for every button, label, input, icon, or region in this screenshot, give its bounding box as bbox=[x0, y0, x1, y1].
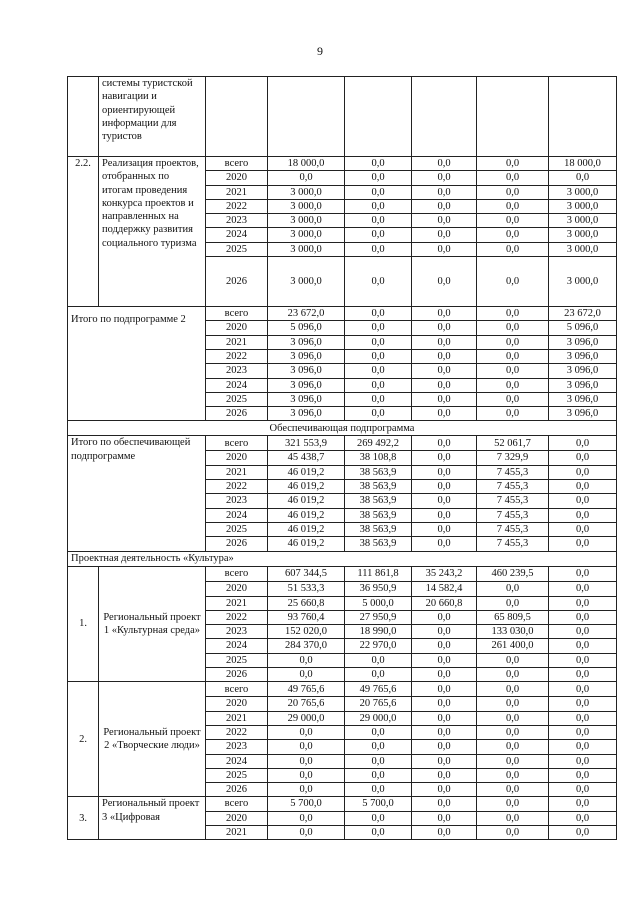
cell-total: 46 019,2 bbox=[268, 508, 345, 522]
cell-total: 18 000,0 bbox=[268, 157, 345, 171]
cell-extra: 0,0 bbox=[549, 480, 617, 494]
cell-extra: 0,0 bbox=[549, 697, 617, 711]
cell-regional: 0,0 bbox=[412, 171, 477, 185]
cell-total: 0,0 bbox=[268, 754, 345, 768]
cell-regional: 0,0 bbox=[412, 364, 477, 378]
cell-total: 5 096,0 bbox=[268, 321, 345, 335]
cell-local: 7 455,3 bbox=[477, 494, 549, 508]
cell-regional: 0,0 bbox=[412, 754, 477, 768]
project1-row bbox=[68, 566, 617, 581]
cell-extra: 0,0 bbox=[549, 811, 617, 825]
cell-year: 2025 bbox=[206, 768, 268, 782]
cell-year: 2020 bbox=[206, 811, 268, 825]
cell-regional: 0,0 bbox=[412, 257, 477, 307]
cell-year: 2023 bbox=[206, 214, 268, 228]
cell-extra: 3 000,0 bbox=[549, 185, 617, 199]
cell-local: 0,0 bbox=[477, 307, 549, 321]
cell-extra: 0,0 bbox=[549, 639, 617, 653]
cell-federal: 38 563,9 bbox=[345, 480, 412, 494]
cell-year: 2020 bbox=[206, 697, 268, 711]
cell-total: 3 000,0 bbox=[268, 228, 345, 242]
cell-year: всего bbox=[206, 307, 268, 321]
cell-local: 7 455,3 bbox=[477, 480, 549, 494]
cell-total: 284 370,0 bbox=[268, 639, 345, 653]
cell-year: 2020 bbox=[206, 581, 268, 596]
cell-total: 23 672,0 bbox=[268, 307, 345, 321]
cell-year: 2026 bbox=[206, 257, 268, 307]
cell-year: 2026 bbox=[206, 537, 268, 551]
cell-total: 0,0 bbox=[268, 668, 345, 682]
cell-extra: 3 096,0 bbox=[549, 378, 617, 392]
cell-local: 0,0 bbox=[477, 754, 549, 768]
cell-extra: 0,0 bbox=[549, 566, 617, 581]
cell-total: 3 096,0 bbox=[268, 349, 345, 363]
cell-extra: 0,0 bbox=[549, 522, 617, 536]
cell-federal: 0,0 bbox=[345, 214, 412, 228]
support-sub-header-row bbox=[68, 421, 617, 436]
cell-total: 93 760,4 bbox=[268, 610, 345, 624]
cell-total: 0,0 bbox=[268, 171, 345, 185]
cell-regional: 0,0 bbox=[412, 697, 477, 711]
cell-regional: 0,0 bbox=[412, 639, 477, 653]
cell-local: 460 239,5 bbox=[477, 566, 549, 581]
cell-total: 3 000,0 bbox=[268, 214, 345, 228]
row-number: 1. bbox=[68, 566, 99, 682]
cell-regional: 0,0 bbox=[412, 508, 477, 522]
cell-local: 0,0 bbox=[477, 214, 549, 228]
cell-local: 7 455,3 bbox=[477, 465, 549, 479]
cell-year: 2022 bbox=[206, 610, 268, 624]
cell-local: 0,0 bbox=[477, 364, 549, 378]
cell-total: 29 000,0 bbox=[268, 711, 345, 725]
cell-year: всего bbox=[206, 436, 268, 451]
cell-local: 133 030,0 bbox=[477, 625, 549, 639]
cell-local: 0,0 bbox=[477, 668, 549, 682]
cell-total: 20 765,6 bbox=[268, 697, 345, 711]
cell-extra: 5 096,0 bbox=[549, 321, 617, 335]
cell-extra: 3 000,0 bbox=[549, 214, 617, 228]
cell-year: 2020 bbox=[206, 451, 268, 465]
cell-local: 0,0 bbox=[477, 653, 549, 667]
cell-local: 0,0 bbox=[477, 740, 549, 754]
section-header: Проектная деятельность «Культура» bbox=[68, 551, 617, 566]
cell-total: 3 096,0 bbox=[268, 392, 345, 406]
cell-total: 3 000,0 bbox=[268, 257, 345, 307]
cell-federal: 0,0 bbox=[345, 740, 412, 754]
cell-regional: 0,0 bbox=[412, 653, 477, 667]
cell-extra: 0,0 bbox=[549, 610, 617, 624]
cell-total: 3 000,0 bbox=[268, 185, 345, 199]
cell-total: 46 019,2 bbox=[268, 465, 345, 479]
cell-local: 0,0 bbox=[477, 768, 549, 782]
cell-year: 2021 bbox=[206, 596, 268, 610]
cell-federal: 111 861,8 bbox=[345, 566, 412, 581]
cell-extra: 0,0 bbox=[549, 740, 617, 754]
cell-local: 261 400,0 bbox=[477, 639, 549, 653]
cell-extra: 0,0 bbox=[549, 465, 617, 479]
cell-local: 7 455,3 bbox=[477, 522, 549, 536]
cell-year: 2021 bbox=[206, 185, 268, 199]
cell-total: 0,0 bbox=[268, 725, 345, 739]
fragment-row bbox=[68, 77, 617, 157]
cell-federal: 38 108,8 bbox=[345, 451, 412, 465]
cell-local: 7 329,9 bbox=[477, 451, 549, 465]
cell-local: 0,0 bbox=[477, 199, 549, 213]
cell-extra: 0,0 bbox=[549, 725, 617, 739]
cell-federal: 36 950,9 bbox=[345, 581, 412, 596]
row-number: 2.2. bbox=[68, 157, 99, 307]
cell-regional: 0,0 bbox=[412, 185, 477, 199]
cell-regional: 0,0 bbox=[412, 494, 477, 508]
cell-local: 0,0 bbox=[477, 711, 549, 725]
cell-extra: 3 000,0 bbox=[549, 228, 617, 242]
cell-extra: 18 000,0 bbox=[549, 157, 617, 171]
item-2-2-row bbox=[68, 157, 617, 171]
cell-total: 46 019,2 bbox=[268, 480, 345, 494]
cell-total: 51 533,3 bbox=[268, 581, 345, 596]
cell-local: 0,0 bbox=[477, 697, 549, 711]
cell-total: 321 553,9 bbox=[268, 436, 345, 451]
cell-local: 0,0 bbox=[477, 811, 549, 825]
cell-year: 2024 bbox=[206, 639, 268, 653]
fragment-name-cell: системы туристской навигации и ориентирующей информации для туристов bbox=[99, 77, 206, 157]
cell-extra: 0,0 bbox=[549, 537, 617, 551]
cell-year: 2024 bbox=[206, 754, 268, 768]
cell-total: 3 096,0 bbox=[268, 335, 345, 349]
cell-federal: 38 563,9 bbox=[345, 537, 412, 551]
cell-regional: 0,0 bbox=[412, 825, 477, 839]
project-section-header-row bbox=[68, 551, 617, 566]
cell-federal: 38 563,9 bbox=[345, 508, 412, 522]
cell-regional: 0,0 bbox=[412, 682, 477, 697]
cell-federal: 0,0 bbox=[345, 157, 412, 171]
row-number: 2. bbox=[68, 682, 99, 797]
cell-regional: 0,0 bbox=[412, 157, 477, 171]
cell-year: 2021 bbox=[206, 711, 268, 725]
cell-federal: 0,0 bbox=[345, 349, 412, 363]
cell-federal: 0,0 bbox=[345, 407, 412, 421]
cell-extra: 3 000,0 bbox=[549, 199, 617, 213]
cell-extra: 0,0 bbox=[549, 825, 617, 839]
cell-federal: 0,0 bbox=[345, 171, 412, 185]
cell-year: 2023 bbox=[206, 625, 268, 639]
cell-regional: 0,0 bbox=[412, 321, 477, 335]
cell-federal: 0,0 bbox=[345, 653, 412, 667]
cell-extra: 0,0 bbox=[549, 508, 617, 522]
cell-federal: 5 700,0 bbox=[345, 797, 412, 811]
cell-regional: 0,0 bbox=[412, 407, 477, 421]
cell-extra: 3 096,0 bbox=[549, 349, 617, 363]
cell-extra: 3 096,0 bbox=[549, 364, 617, 378]
cell-regional: 0,0 bbox=[412, 625, 477, 639]
cell-regional: 0,0 bbox=[412, 242, 477, 256]
cell-federal: 0,0 bbox=[345, 242, 412, 256]
cell-local: 0,0 bbox=[477, 171, 549, 185]
cell-regional: 14 582,4 bbox=[412, 581, 477, 596]
cell-year: 2023 bbox=[206, 740, 268, 754]
project3-row bbox=[68, 797, 617, 811]
cell-local: 0,0 bbox=[477, 596, 549, 610]
row-number: 3. bbox=[68, 797, 99, 840]
cell-year: всего bbox=[206, 682, 268, 697]
cell-federal: 0,0 bbox=[345, 364, 412, 378]
cell-total: 46 019,2 bbox=[268, 537, 345, 551]
cell-year: 2025 bbox=[206, 522, 268, 536]
cell-total: 0,0 bbox=[268, 783, 345, 797]
cell-extra: 0,0 bbox=[549, 625, 617, 639]
cell-regional: 0,0 bbox=[412, 725, 477, 739]
cell-year: всего bbox=[206, 566, 268, 581]
cell-year: 2022 bbox=[206, 199, 268, 213]
cell-year: 2021 bbox=[206, 465, 268, 479]
cell-total: 25 660,8 bbox=[268, 596, 345, 610]
cell-federal: 27 950,9 bbox=[345, 610, 412, 624]
cell-federal: 0,0 bbox=[345, 725, 412, 739]
cell-local: 0,0 bbox=[477, 682, 549, 697]
cell-total: 46 019,2 bbox=[268, 522, 345, 536]
cell-total: 49 765,6 bbox=[268, 682, 345, 697]
total-label: Итого по обеспечивающей подпрограмме bbox=[68, 436, 206, 551]
cell-extra: 0,0 bbox=[549, 596, 617, 610]
cell-year: 2025 bbox=[206, 653, 268, 667]
cell-regional: 0,0 bbox=[412, 378, 477, 392]
cell-federal: 0,0 bbox=[345, 668, 412, 682]
cell-total: 5 700,0 bbox=[268, 797, 345, 811]
cell-extra: 0,0 bbox=[549, 711, 617, 725]
measure-name: Реализация проектов, отобранных по итогам проведения конкурса проектов и направленных на поддержку развития социального туризма bbox=[99, 157, 206, 307]
cell-year: 2025 bbox=[206, 242, 268, 256]
cell-federal: 0,0 bbox=[345, 825, 412, 839]
cell-federal: 22 970,0 bbox=[345, 639, 412, 653]
cell-year: 2025 bbox=[206, 392, 268, 406]
cell-extra: 0,0 bbox=[549, 754, 617, 768]
measure-name: Региональный проект 3 «Цифровая bbox=[99, 797, 206, 840]
cell-extra: 0,0 bbox=[549, 653, 617, 667]
cell-regional: 0,0 bbox=[412, 480, 477, 494]
cell-federal: 269 492,2 bbox=[345, 436, 412, 451]
cell-total: 0,0 bbox=[268, 811, 345, 825]
cell-local: 0,0 bbox=[477, 335, 549, 349]
cell-regional: 0,0 bbox=[412, 797, 477, 811]
cell-year: 2024 bbox=[206, 508, 268, 522]
cell-federal: 20 765,6 bbox=[345, 697, 412, 711]
cell-year: 2022 bbox=[206, 349, 268, 363]
cell-extra: 0,0 bbox=[549, 768, 617, 782]
cell-regional: 0,0 bbox=[412, 214, 477, 228]
cell-regional: 0,0 bbox=[412, 768, 477, 782]
cell-extra: 0,0 bbox=[549, 682, 617, 697]
cell-regional: 0,0 bbox=[412, 537, 477, 551]
cell-year: 2026 bbox=[206, 668, 268, 682]
cell-local: 7 455,3 bbox=[477, 537, 549, 551]
cell-extra: 3 000,0 bbox=[549, 242, 617, 256]
cell-local: 0,0 bbox=[477, 378, 549, 392]
cell-regional: 0,0 bbox=[412, 668, 477, 682]
cell-federal: 0,0 bbox=[345, 768, 412, 782]
cell-local: 0,0 bbox=[477, 257, 549, 307]
cell-year: 2023 bbox=[206, 494, 268, 508]
cell-extra: 0,0 bbox=[549, 668, 617, 682]
cell-local: 0,0 bbox=[477, 242, 549, 256]
cell-regional: 35 243,2 bbox=[412, 566, 477, 581]
cell-federal: 0,0 bbox=[345, 392, 412, 406]
cell-year: 2020 bbox=[206, 171, 268, 185]
cell-regional: 0,0 bbox=[412, 740, 477, 754]
cell-federal: 0,0 bbox=[345, 185, 412, 199]
cell-year: 2022 bbox=[206, 480, 268, 494]
cell-federal: 29 000,0 bbox=[345, 711, 412, 725]
cell-regional: 0,0 bbox=[412, 465, 477, 479]
cell-regional: 0,0 bbox=[412, 783, 477, 797]
cell-federal: 0,0 bbox=[345, 228, 412, 242]
total-label: Итого по подпрограмме 2 bbox=[68, 307, 206, 421]
cell-year: 2022 bbox=[206, 725, 268, 739]
cell-extra: 23 672,0 bbox=[549, 307, 617, 321]
cell-local: 0,0 bbox=[477, 783, 549, 797]
cell-federal: 0,0 bbox=[345, 307, 412, 321]
cell-extra: 0,0 bbox=[549, 451, 617, 465]
cell-federal: 0,0 bbox=[345, 335, 412, 349]
budget-table bbox=[67, 76, 617, 840]
cell-local: 0,0 bbox=[477, 157, 549, 171]
fragment-num-cell bbox=[68, 77, 99, 157]
cell-regional: 0,0 bbox=[412, 436, 477, 451]
cell-year: всего bbox=[206, 157, 268, 171]
cell-extra: 3 096,0 bbox=[549, 392, 617, 406]
cell-local: 52 061,7 bbox=[477, 436, 549, 451]
cell-federal: 0,0 bbox=[345, 811, 412, 825]
cell-total: 3 096,0 bbox=[268, 407, 345, 421]
cell-local: 0,0 bbox=[477, 797, 549, 811]
cell-year: 2026 bbox=[206, 407, 268, 421]
cell-federal: 0,0 bbox=[345, 783, 412, 797]
cell-federal: 0,0 bbox=[345, 199, 412, 213]
cell-federal: 0,0 bbox=[345, 754, 412, 768]
cell-local: 0,0 bbox=[477, 321, 549, 335]
cell-local: 0,0 bbox=[477, 581, 549, 596]
cell-total: 152 020,0 bbox=[268, 625, 345, 639]
cell-local: 0,0 bbox=[477, 185, 549, 199]
cell-year: всего bbox=[206, 797, 268, 811]
cell-extra: 3 096,0 bbox=[549, 335, 617, 349]
cell-federal: 38 563,9 bbox=[345, 465, 412, 479]
cell-year: 2021 bbox=[206, 825, 268, 839]
cell-regional: 0,0 bbox=[412, 335, 477, 349]
cell-year: 2026 bbox=[206, 783, 268, 797]
cell-local: 0,0 bbox=[477, 825, 549, 839]
cell-federal: 38 563,9 bbox=[345, 494, 412, 508]
cell-extra: 0,0 bbox=[549, 436, 617, 451]
cell-extra: 3 096,0 bbox=[549, 407, 617, 421]
cell-total: 3 000,0 bbox=[268, 242, 345, 256]
cell-regional: 0,0 bbox=[412, 711, 477, 725]
total-sub2-row bbox=[68, 307, 617, 321]
project2-row bbox=[68, 682, 617, 697]
cell-local: 0,0 bbox=[477, 725, 549, 739]
cell-extra: 3 000,0 bbox=[549, 257, 617, 307]
cell-extra: 0,0 bbox=[549, 581, 617, 596]
cell-federal: 0,0 bbox=[345, 321, 412, 335]
cell-regional: 0,0 bbox=[412, 307, 477, 321]
table-body bbox=[68, 77, 617, 840]
cell-federal: 38 563,9 bbox=[345, 522, 412, 536]
section-header: Обеспечивающая подпрограмма bbox=[68, 421, 617, 436]
cell-total: 0,0 bbox=[268, 653, 345, 667]
cell-regional: 0,0 bbox=[412, 451, 477, 465]
cell-extra: 0,0 bbox=[549, 797, 617, 811]
cell-federal: 49 765,6 bbox=[345, 682, 412, 697]
cell-regional: 0,0 bbox=[412, 811, 477, 825]
cell-total: 607 344,5 bbox=[268, 566, 345, 581]
cell-total: 45 438,7 bbox=[268, 451, 345, 465]
cell-total: 46 019,2 bbox=[268, 494, 345, 508]
cell-local: 7 455,3 bbox=[477, 508, 549, 522]
cell-total: 0,0 bbox=[268, 825, 345, 839]
cell-extra: 0,0 bbox=[549, 171, 617, 185]
page-number: 9 bbox=[317, 44, 323, 58]
cell-year: 2020 bbox=[206, 321, 268, 335]
cell-local: 0,0 bbox=[477, 392, 549, 406]
cell-year: 2023 bbox=[206, 364, 268, 378]
cell-total: 0,0 bbox=[268, 740, 345, 754]
cell-regional: 0,0 bbox=[412, 228, 477, 242]
cell-local: 0,0 bbox=[477, 228, 549, 242]
cell-federal: 0,0 bbox=[345, 378, 412, 392]
cell-total: 0,0 bbox=[268, 768, 345, 782]
measure-name: Региональный проект 2 «Творческие люди» bbox=[99, 682, 206, 797]
cell-local: 0,0 bbox=[477, 407, 549, 421]
cell-extra: 0,0 bbox=[549, 494, 617, 508]
cell-year: 2024 bbox=[206, 228, 268, 242]
cell-regional: 0,0 bbox=[412, 199, 477, 213]
cell-regional: 0,0 bbox=[412, 392, 477, 406]
cell-regional: 0,0 bbox=[412, 522, 477, 536]
cell-extra: 0,0 bbox=[549, 783, 617, 797]
cell-total: 3 000,0 bbox=[268, 199, 345, 213]
cell-federal: 5 000,0 bbox=[345, 596, 412, 610]
cell-regional: 0,0 bbox=[412, 610, 477, 624]
cell-regional: 0,0 bbox=[412, 349, 477, 363]
cell-federal: 0,0 bbox=[345, 257, 412, 307]
cell-federal: 18 990,0 bbox=[345, 625, 412, 639]
cell-local: 65 809,5 bbox=[477, 610, 549, 624]
cell-total: 3 096,0 bbox=[268, 378, 345, 392]
cell-year: 2021 bbox=[206, 335, 268, 349]
cell-local: 0,0 bbox=[477, 349, 549, 363]
cell-regional: 20 660,8 bbox=[412, 596, 477, 610]
measure-name: Региональный проект 1 «Культурная среда» bbox=[99, 566, 206, 682]
support-sub-row bbox=[68, 436, 617, 451]
cell-year: 2024 bbox=[206, 378, 268, 392]
cell-total: 3 096,0 bbox=[268, 364, 345, 378]
